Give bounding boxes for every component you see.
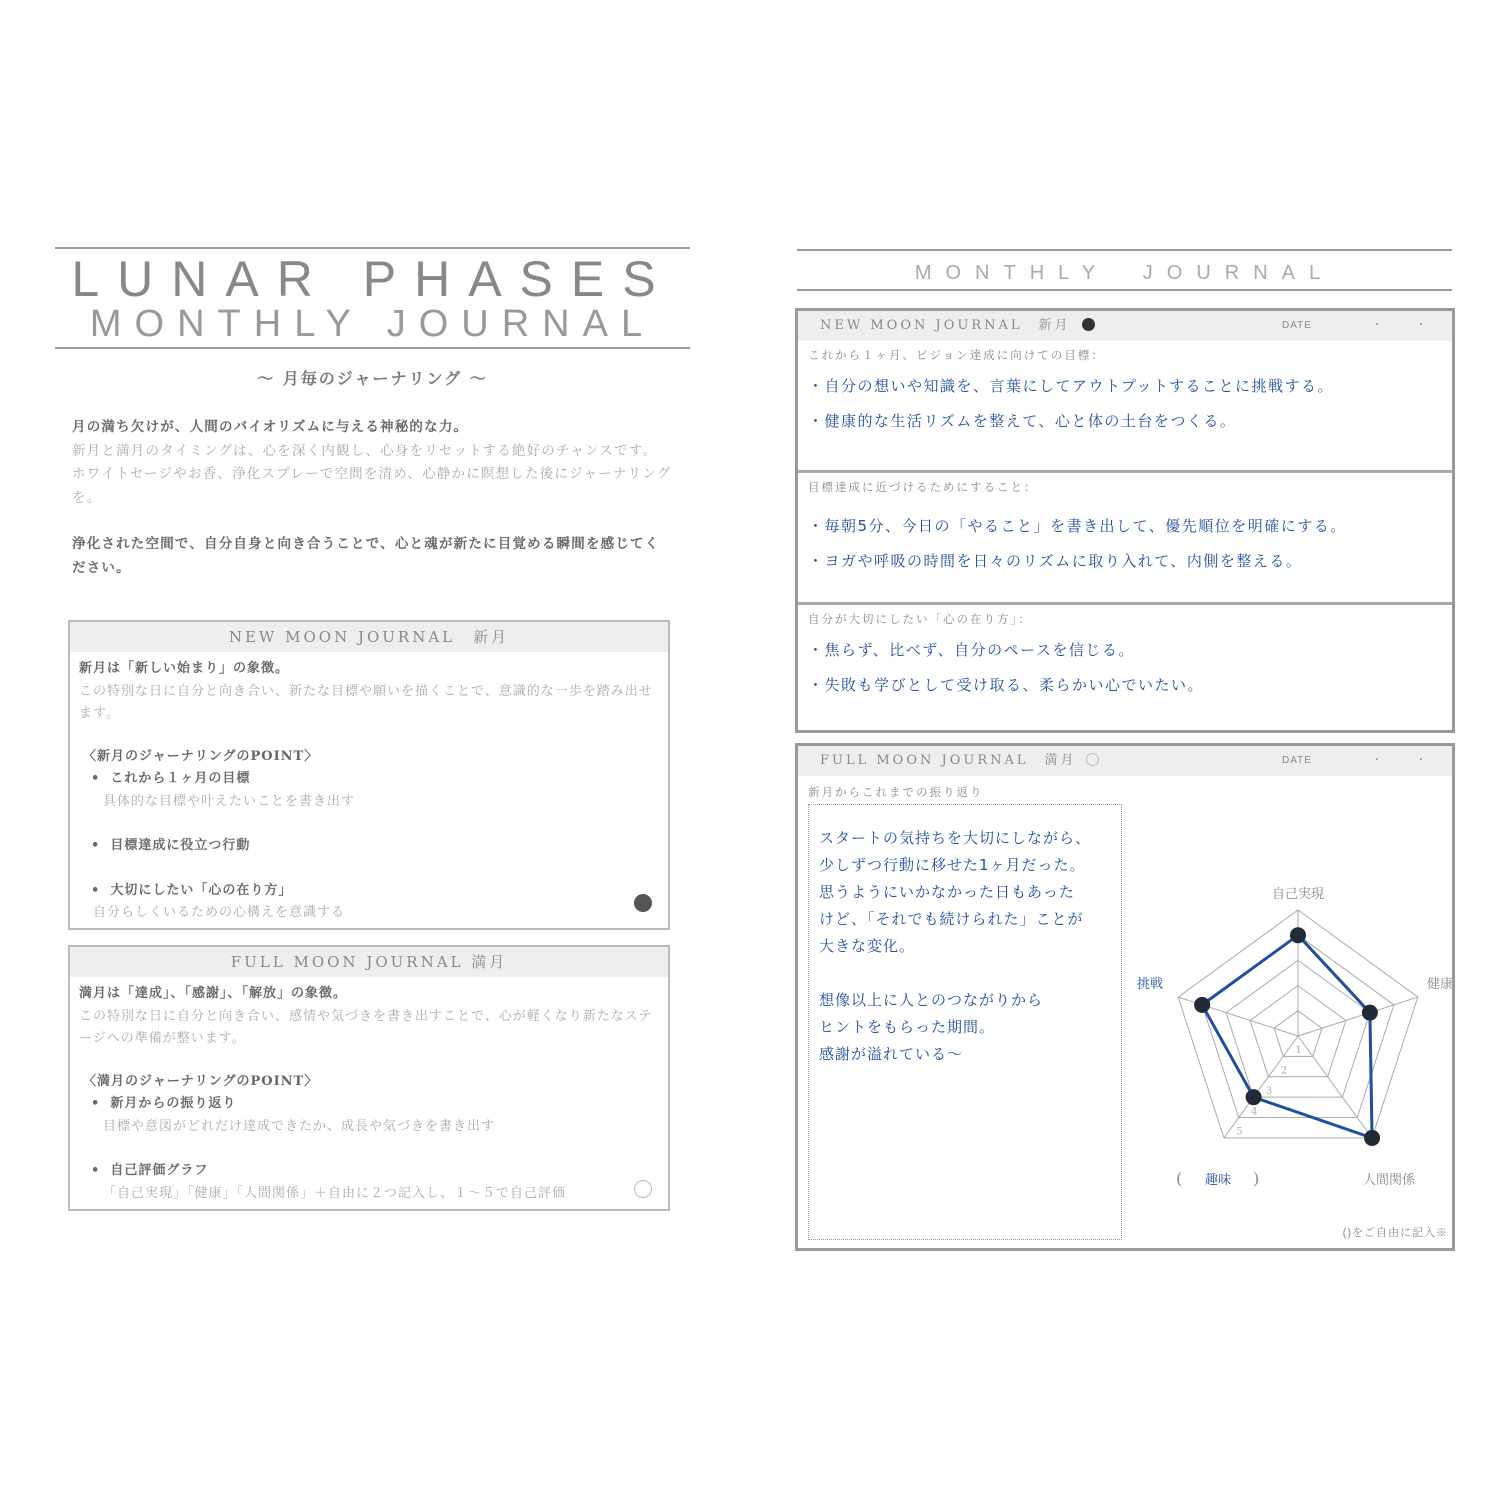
radar-axis-label: 健康 bbox=[1426, 977, 1454, 992]
goals-section bbox=[798, 341, 1452, 473]
point-item: • 目標達成に役立つ行動 bbox=[79, 835, 659, 858]
full-moon-journal bbox=[795, 743, 1455, 1251]
radar-scale-label: 3 bbox=[1265, 1085, 1273, 1097]
section-title: FULL MOON JOURNAL 満月 bbox=[820, 753, 1077, 768]
paren-close-icon: ) bbox=[1253, 1169, 1260, 1188]
field-label: 自分が大切にしたい「心の在り方」： bbox=[808, 614, 1032, 626]
actions-section bbox=[798, 473, 1452, 605]
date-value[interactable]: ・ ・ bbox=[1371, 320, 1427, 331]
handwritten-entry[interactable]: ・自分の想いや知識を、言葉にしてアウトプットすることに挑戦する。 bbox=[808, 377, 1335, 395]
date-label: DATE bbox=[1282, 320, 1312, 331]
date-label: DATE bbox=[1282, 755, 1312, 766]
radar-data-point bbox=[1290, 927, 1306, 943]
date-field bbox=[1282, 311, 1427, 341]
point-desc: 「自己実現」「健康」「人間関係」＋自由に２つ記入し、１〜５で自己評価 bbox=[103, 1185, 567, 1201]
radar-series-line bbox=[1202, 935, 1372, 1138]
section-title: FULL MOON JOURNAL 満月 bbox=[70, 947, 668, 977]
point-item: • 自己評価グラフ bbox=[79, 1160, 659, 1183]
brand-title: LUNAR PHASES bbox=[71, 251, 674, 307]
handwritten-entry[interactable]: ・失敗も学びとして受け取る、柔らかい心でいたい。 bbox=[808, 676, 1205, 694]
field-label: 目標達成に近づけるためにすること： bbox=[808, 482, 1038, 494]
point-title: 〈満月のジャーナリングのPOINT〉 bbox=[83, 1073, 319, 1089]
reflection-line: 大きな変化。 bbox=[819, 937, 916, 955]
section-title: NEW MOON JOURNAL 新月 bbox=[820, 318, 1071, 333]
radar-axis-line bbox=[1298, 997, 1418, 1036]
radar-axis-line bbox=[1224, 1036, 1298, 1138]
intro-line: 月の満ち欠けが、人間のバイオリズムに与える神秘的な力。 bbox=[72, 419, 469, 435]
field-label: これから１ヶ月、ビジョン達成に向けての目標： bbox=[808, 350, 1105, 362]
radar-axis-label: 趣味 bbox=[1204, 1173, 1232, 1188]
note-text: ()をご自由に記入※ bbox=[1342, 1227, 1448, 1239]
radar-scale-label: 1 bbox=[1295, 1045, 1302, 1057]
new-moon-icon bbox=[634, 894, 652, 912]
new-moon-journal bbox=[795, 308, 1455, 733]
radar-scale-label: 4 bbox=[1251, 1106, 1258, 1118]
intro-text bbox=[72, 416, 672, 580]
date-value[interactable]: ・ ・ bbox=[1371, 755, 1427, 766]
reflection-line: 少しずつ行動に移せた1ヶ月だった。 bbox=[819, 856, 1086, 874]
radar-scale-label: 5 bbox=[1236, 1126, 1243, 1138]
brand-subtitle: MONTHLY JOURNAL bbox=[89, 303, 656, 345]
intro-line: 浄化された空間で、自分自身と向き合うことで、心と魂が新たに目覚める瞬間を感じてください。 bbox=[72, 536, 660, 576]
divider bbox=[797, 289, 1452, 291]
point-item: • 大切にしたい「心の在り方」 bbox=[79, 880, 659, 903]
divider bbox=[55, 247, 690, 249]
self-evaluation-radar-chart bbox=[1133, 876, 1454, 1188]
journal-title: MONTHLY JOURNAL bbox=[914, 262, 1335, 284]
radar-axis-label: 人間関係 bbox=[1362, 1173, 1416, 1188]
paren-open-icon: ( bbox=[1176, 1169, 1183, 1188]
reflection-line: 想像以上に人とのつながりから bbox=[819, 991, 1044, 1009]
divider bbox=[797, 249, 1452, 251]
radar-data-point bbox=[1362, 1005, 1378, 1021]
new-moon-icon bbox=[1082, 318, 1095, 331]
full-moon-icon bbox=[1086, 753, 1099, 766]
handwritten-entry[interactable]: ・健康的な生活リズムを整えて、心と体の土台をつくる。 bbox=[808, 412, 1237, 430]
date-field bbox=[1282, 746, 1427, 776]
reflection-box[interactable] bbox=[808, 804, 1122, 1240]
point-item: • 新月からの振り返り bbox=[79, 1093, 659, 1116]
handwritten-entry[interactable]: ・焦らず、比べず、自分のペースを信じる。 bbox=[808, 641, 1135, 659]
point-desc: 具体的な目標や叶えたいことを書き出す bbox=[103, 793, 356, 809]
lead-text: 満月は「達成」、「感謝」、「解放」の象徴。 bbox=[79, 986, 348, 1001]
radar-data-point bbox=[1246, 1089, 1262, 1105]
description: この特別な日に自分と向き合い、新たな目標や願いを描くことで、意識的な一歩を踏み出せます。 bbox=[79, 683, 653, 721]
radar-axis-line bbox=[1295, 1036, 1372, 1138]
intro-line: 新月と満月のタイミングは、心を深く内観し、心身をリセットする絶好のチャンスです。 bbox=[72, 442, 658, 459]
new-moon-guide bbox=[68, 620, 670, 930]
radar-scale-label: 2 bbox=[1280, 1065, 1288, 1077]
handwritten-entry[interactable]: ・毎朝5分、今日の「やること」を書き出して、優先順位を明確にする。 bbox=[808, 517, 1347, 535]
reflection-line bbox=[819, 960, 1111, 987]
description: この特別な日に自分と向き合い、感情や気づきを書き出すことで、心が軽くなり新たなステージへの準備が整います。 bbox=[79, 1008, 653, 1046]
point-desc: 自分らしくいるための心構えを意識する bbox=[93, 905, 346, 920]
radar-axis-label: 自己実現 bbox=[1271, 887, 1325, 902]
handwritten-entry[interactable]: ・ヨガや呼吸の時間を日々のリズムに取り入れて、内側を整える。 bbox=[808, 552, 1303, 570]
radar-data-point bbox=[1364, 1130, 1380, 1146]
reflection-line: 感謝が溢れている〜 bbox=[819, 1045, 964, 1063]
radar-data-point bbox=[1194, 997, 1210, 1013]
full-moon-icon bbox=[634, 1180, 652, 1198]
intro-line: ホワイトセージやお香、浄化スプレーで空間を清め、心静かに瞑想した後にジャーナリングを。 bbox=[72, 466, 672, 506]
divider bbox=[55, 347, 690, 349]
reflection-line: けど、「それでも続けられた」ことが bbox=[819, 910, 1084, 928]
reflection-line: 思うようにいかなかった日もあった bbox=[819, 883, 1075, 901]
reflection-line: スタートの気持ちを大切にしながら、 bbox=[819, 829, 1092, 847]
point-item: • これから１ヶ月の目標 bbox=[79, 768, 659, 791]
full-moon-guide bbox=[68, 945, 670, 1211]
mindset-section bbox=[798, 605, 1452, 701]
point-desc: 目標や意図がどれだけ達成できたか、成長や気づきを書き出す bbox=[103, 1118, 496, 1134]
lead-text: 新月は「新しい始まり」の象徴。 bbox=[79, 661, 290, 676]
page-subtitle: 〜 月毎のジャーナリング 〜 bbox=[257, 369, 488, 388]
section-title: NEW MOON JOURNAL 新月 bbox=[70, 622, 668, 652]
field-label: 新月からこれまでの振り返り bbox=[808, 787, 984, 799]
radar-axis-label: 挑戦 bbox=[1136, 977, 1164, 992]
point-title: 〈新月のジャーナリングのPOINT〉 bbox=[83, 748, 319, 764]
reflection-line: ヒントをもらった期間。 bbox=[819, 1018, 996, 1036]
